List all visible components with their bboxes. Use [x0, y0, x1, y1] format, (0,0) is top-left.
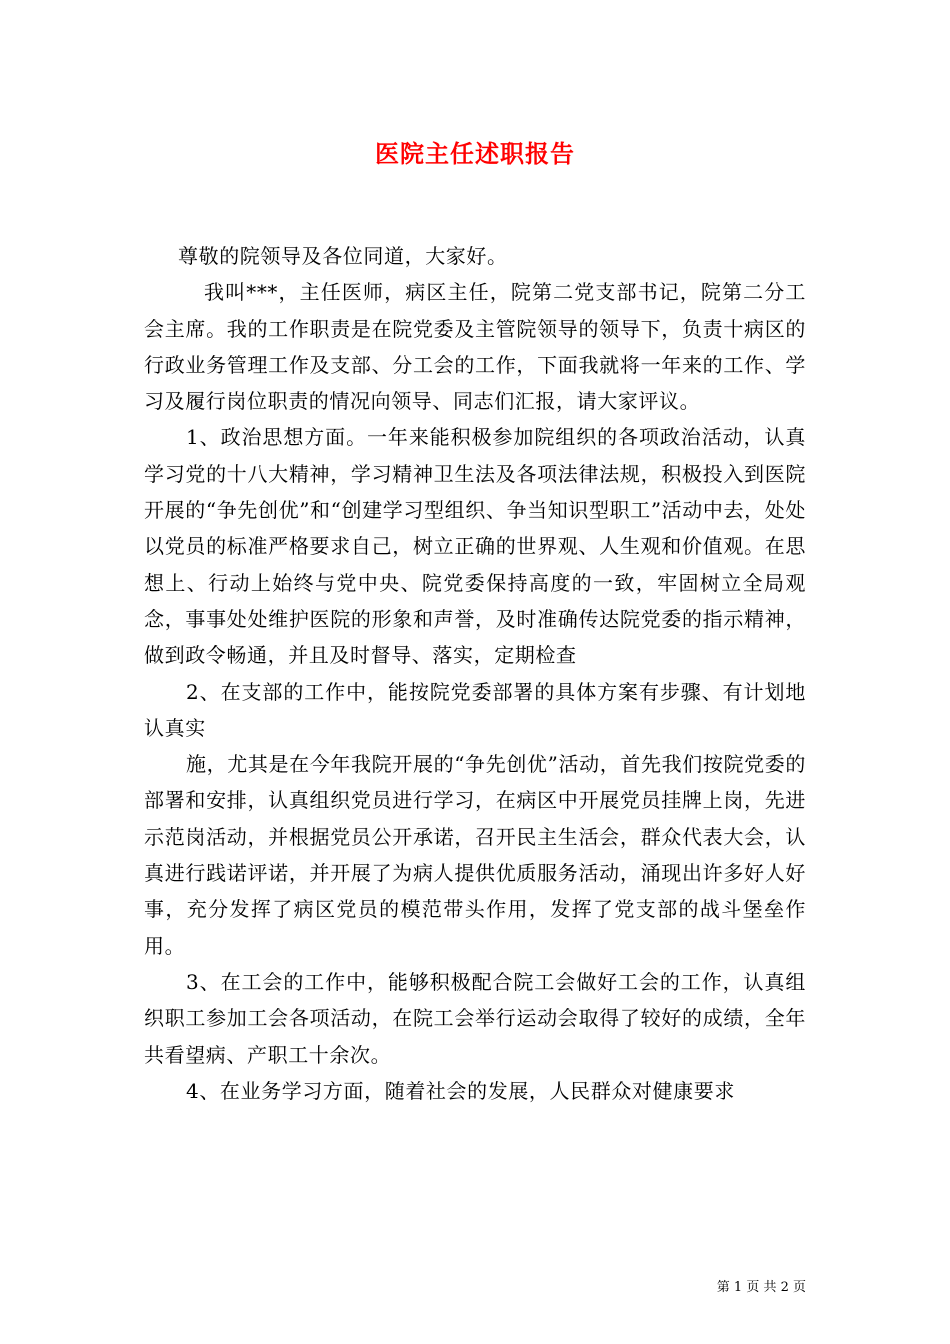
paragraph-branch-work: 2、在支部的工作中，能按院党委部署的具体方案有步骤、有计划地认真实	[144, 679, 806, 740]
paragraph-intro: 我叫***，主任医师，病区主任，院第二党支部书记，院第二分工会主席。我的工作职责是在院党委及主管院领导的领导下，负责十病区的行政业务管理工作及支部、分工会的工作，下面我就将一年来的工作、学习及履行岗位职责的情况向领导、同志们汇报，请大家评议。	[144, 280, 806, 414]
paragraph-political: 1、政治思想方面。一年来能积极参加院组织的各项政治活动，认真学习党的十八大精神，学习精神卫生法及各项法律法规，积极投入到医院开展的“争先创优”和“创建学习型组织、争当知识型职工”活动中去，处处以党员的标准严格要求自己，树立正确的世界观、人生观和价值观。在思想上、行动上始终与党中央、院党委保持高度的一致，牢固树立全局观念，事事处处维护医院的形象和声誉，及时准确传达院党委的指示精神，做到政令畅通，并且及时督导、落实，定期检查	[144, 425, 806, 668]
document-title: 医院主任述职报告	[375, 139, 575, 168]
paragraph-study: 4、在业务学习方面，随着社会的发展，人民群众对健康要求	[186, 1078, 735, 1103]
document-body	[144, 238, 806, 1109]
page-number: 第 1 页 共 2 页	[716, 1280, 806, 1295]
paragraph-branch-work-continued: 施，尤其是在今年我院开展的“争先创优”活动，首先我们按院党委的部署和安排，认真组织党员进行学习，在病区中开展党员挂牌上岗，先进示范岗活动，并根据党员公开承诺，召开民主生活会，群众代表大会，认真进行践诺评诺，并开展了为病人提供优质服务活动，涌现出许多好人好事，充分发挥了病区党员的模范带头作用，发挥了党支部的战斗堡垒作用。	[144, 752, 806, 958]
paragraph-union-work: 3、在工会的工作中，能够积极配合院工会做好工会的工作，认真组织职工参加工会各项活动，在院工会举行运动会取得了较好的成绩，全年共看望病、产职工十余次。	[144, 969, 806, 1067]
paragraph-greeting: 尊敬的院领导及各位同道，大家好。	[178, 244, 508, 268]
